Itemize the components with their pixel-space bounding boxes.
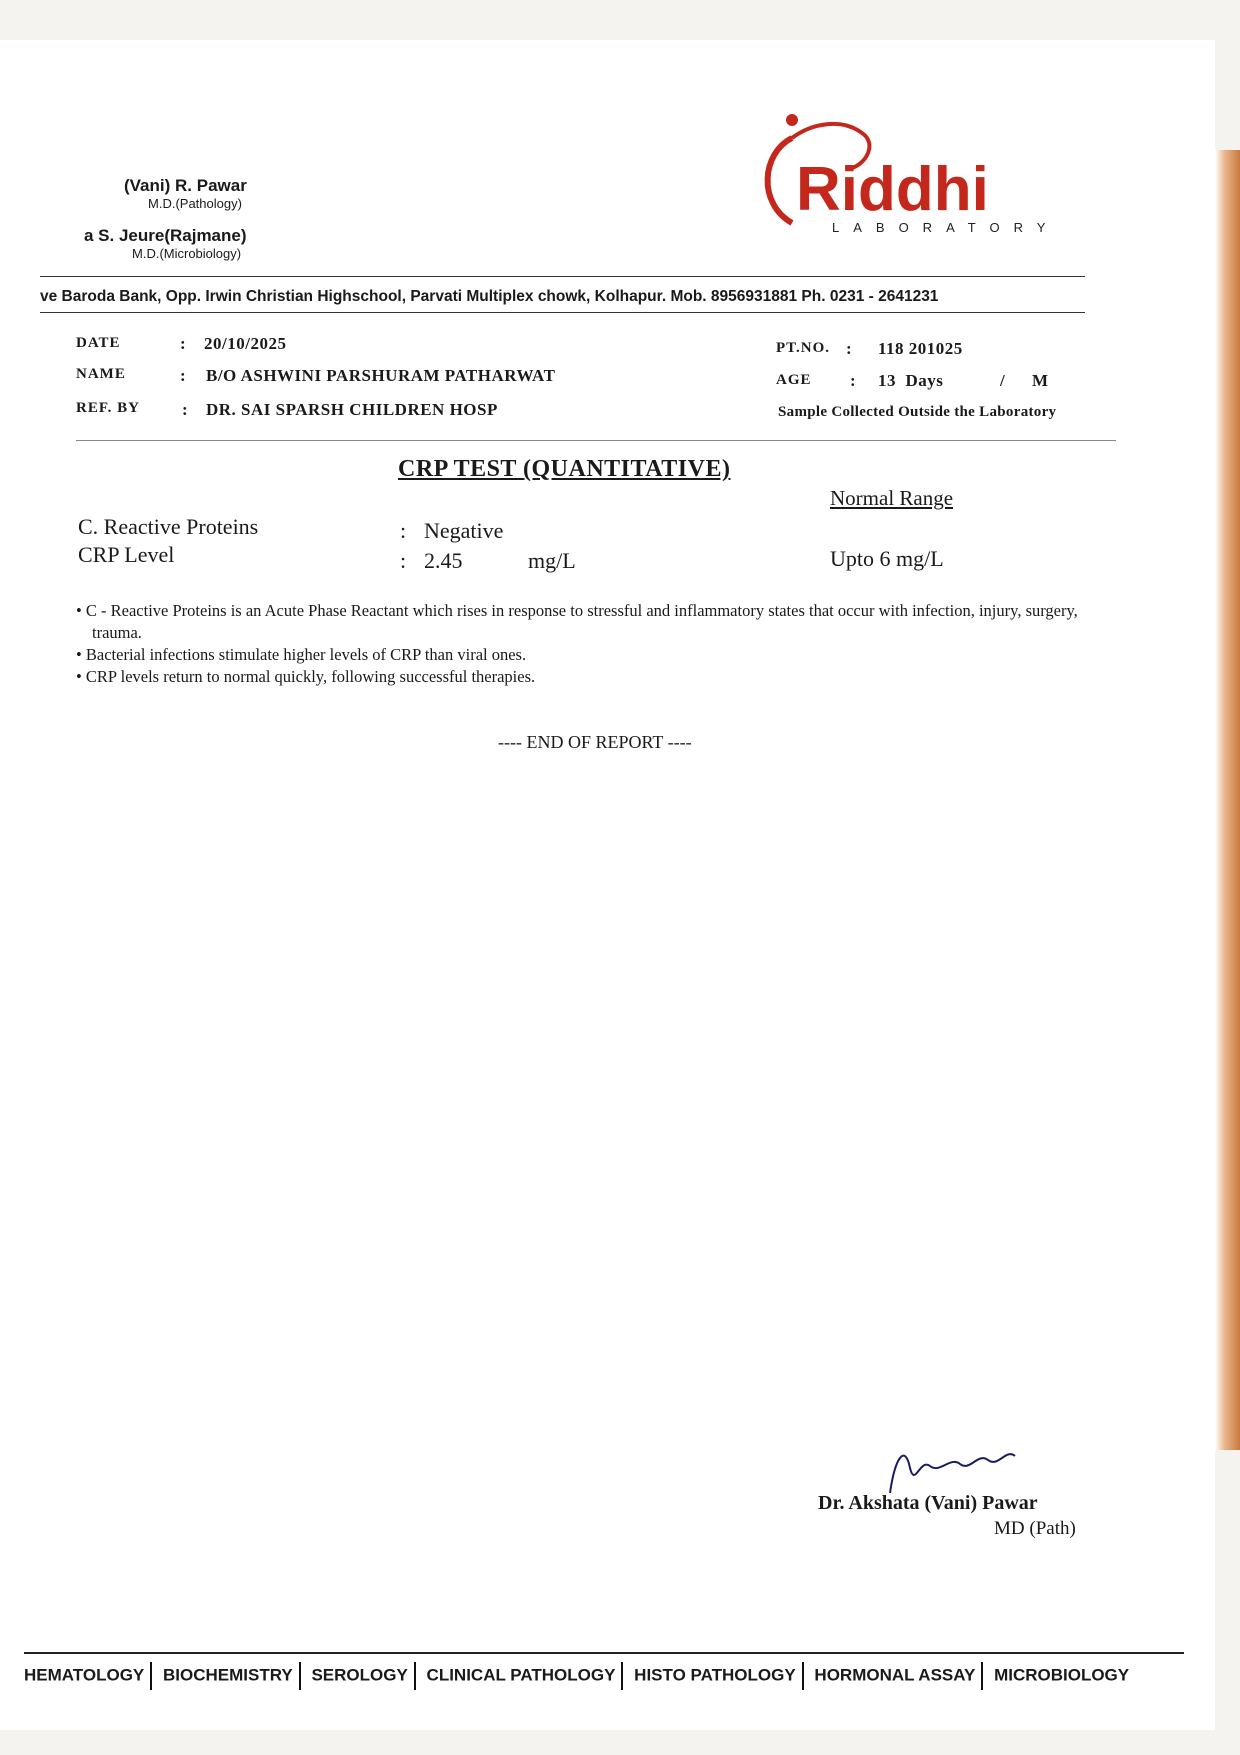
result-row-2-range: Upto 6 mg/L <box>830 546 944 571</box>
note-item: • CRP levels return to normal quickly, following successful therapies. <box>76 667 536 686</box>
note-item: • Bacterial infections stimulate higher levels of CRP than viral ones. <box>76 645 527 664</box>
dept-serology: SEROLOGY <box>311 1665 408 1685</box>
header-rule-bottom <box>40 312 1085 313</box>
ptno-label: PT.NO. <box>776 340 831 356</box>
signatory-degree: MD (Path) <box>994 1518 1076 1539</box>
dept-microbiology: MICROBIOLOGY <box>994 1665 1130 1685</box>
dept-clinical-pathology: CLINICAL PATHOLOGY <box>426 1665 616 1685</box>
ref-colon: : <box>182 400 189 419</box>
result-row-1-value: Negative <box>424 518 504 543</box>
note-item: • C - Reactive Proteins is an Acute Phase Reactant which rises in response to stressful and inflammatory states that occur with infection, injury, surgery, trauma. <box>76 601 1078 642</box>
ptno-colon: : <box>846 339 853 358</box>
age-value: 13 Days <box>878 371 944 390</box>
ref-label: REF. BY <box>76 400 140 416</box>
doctor1-block <box>124 176 247 211</box>
doctor1-degree: M.D.(Pathology) <box>148 196 242 211</box>
normal-range-header: Normal Range <box>830 486 954 510</box>
age-colon: : <box>850 371 857 390</box>
lab-address: ve Baroda Bank, Opp. Irwin Christian Highschool, Parvati Multiplex chowk, Kolhapur. Mob. 8956931881 Ph. 0231 - 2641231 <box>40 288 939 305</box>
doctor2-name: a S. Jeure(Rajmane) <box>84 226 247 245</box>
dept-histo-pathology: HISTO PATHOLOGY <box>634 1665 796 1685</box>
lab-logo <box>752 108 1062 238</box>
sample-note: Sample Collected Outside the Laboratory <box>778 404 1057 420</box>
ptno-value: 118 201025 <box>878 339 963 358</box>
report-notes <box>76 600 1086 688</box>
dept-biochemistry: BIOCHEMISTRY <box>163 1665 293 1685</box>
report-title: CRP TEST (QUANTITATIVE) <box>398 456 731 482</box>
result-row-2-test: CRP Level <box>78 542 175 567</box>
lab-name: Riddhi <box>796 155 989 224</box>
lab-subtitle: LABORATORY <box>832 220 1060 235</box>
page-edge <box>1215 150 1240 1450</box>
patient-name: B/O ASHWINI PARSHURAM PATHARWAT <box>206 366 556 385</box>
header-rule-top <box>40 276 1085 277</box>
ganesha-logo-icon <box>752 108 1062 238</box>
age-sex-separator: / <box>1000 371 1006 390</box>
age-label: AGE <box>776 372 812 388</box>
name-colon: : <box>180 366 187 385</box>
result-row-2-colon: : <box>400 548 407 573</box>
result-row-2-unit: mg/L <box>528 548 576 573</box>
doctor2-degree: M.D.(Microbiology) <box>132 246 242 261</box>
patient-rule <box>76 440 1116 441</box>
result-row-1-test: C. Reactive Proteins <box>78 514 259 539</box>
dept-hematology: HEMATOLOGY <box>24 1665 145 1685</box>
signature-icon <box>810 1438 1090 1498</box>
name-label: NAME <box>76 366 126 382</box>
doctor2-block <box>84 226 247 261</box>
date-label: DATE <box>76 335 121 351</box>
end-of-report: ---- END OF REPORT ---- <box>498 732 692 752</box>
dept-hormonal-assay: HORMONAL ASSAY <box>814 1665 976 1685</box>
department-footer <box>24 1662 1129 1690</box>
date-colon: : <box>180 334 187 353</box>
footer-rule <box>24 1652 1184 1654</box>
ref-value: DR. SAI SPARSH CHILDREN HOSP <box>206 400 498 419</box>
result-row-2-value: 2.45 <box>424 548 463 573</box>
sex-value: M <box>1032 371 1049 390</box>
doctor1-name: (Vani) R. Pawar <box>124 176 247 195</box>
signature-scribble <box>810 1438 1090 1498</box>
date-value: 20/10/2025 <box>204 334 287 353</box>
signatory-name: Dr. Akshata (Vani) Pawar <box>818 1492 1038 1514</box>
result-row-1-colon: : <box>400 518 407 543</box>
